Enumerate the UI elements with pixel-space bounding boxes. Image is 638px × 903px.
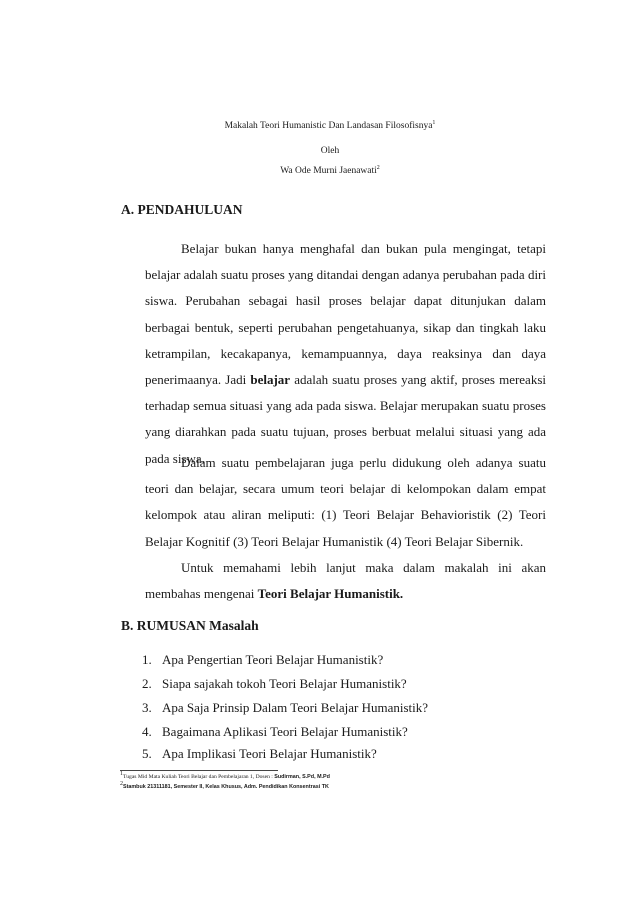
list-item-text: Bagaimana Aplikasi Teori Belajar Humanistik? bbox=[162, 724, 408, 739]
footnote-2: $^2$Stambuk 21311181, Semester II, Kelas Khusus, Adm. Pendidikan Konsentrasi TK bbox=[120, 781, 329, 790]
footnote-1-lecturer: Sudirman, S.Pd, M.Pd bbox=[274, 774, 330, 780]
paper-title bbox=[0, 121, 638, 131]
footnote-2-text: Stambuk 21311181, Semester II, Kelas Khusus, Adm. Pendidikan Konsentrasi TK bbox=[123, 784, 329, 790]
list-item bbox=[142, 746, 377, 762]
list-item-text: Apa Saja Prinsip Dalam Teori Belajar Humanistik? bbox=[162, 700, 429, 715]
paragraph-1-text-b: adalah suatu proses yang aktif, proses mereaksi terhadap semua situasi yang ada pada siswa. Belajar merupakan suatu proses yang diarahkan pada suatu tujuan, proses berbuat melalui situasi yang ada pada siswa. bbox=[145, 372, 546, 466]
footnote-1: $^1$Tugas Mid Mata Kuliah Teori Belajar dan Pembelajaran 1, Dosen : Sudirman, S.Pd, M.Pd bbox=[120, 771, 330, 780]
paragraph-3 bbox=[145, 555, 546, 607]
paragraph-1-text-a: Belajar bukan hanya menghafal dan bukan pula mengingat, tetapi belajar adalah suatu proses yang ditandai dengan adanya perubahan pada diri siswa. Perubahan sebagai hasil proses belajar dapat ditunjukan dalam berbagai bentuk, seperti perubahan pengetahuanya, sikap dan tingkah laku ketrampilan, kecakapanya, kemampuannya, daya reaksinya dan daya penerimaanya. Jadi bbox=[145, 241, 546, 388]
list-item-number: 1. bbox=[142, 652, 152, 667]
paragraph-1 bbox=[145, 236, 546, 472]
list-item bbox=[142, 652, 383, 668]
list-item-number: 5. bbox=[142, 746, 152, 761]
paragraph-3-bold: Teori Belajar Humanistik. bbox=[257, 586, 404, 602]
paragraph-2-text: Dalam suatu pembelajaran juga perlu didukung oleh adanya suatu teori dan belajar, secara umum teori belajar di kelompokan dalam empat kelompok atau aliran meliputi: (1) Teori Belajar Behavioristik (2) Teori Belajar Kognitif (3) Teori Belajar Humanistik (4) Teori Belajar Sibernik. bbox=[145, 455, 546, 549]
footnote-rule bbox=[120, 770, 278, 771]
list-item-number: 3. bbox=[142, 700, 152, 715]
list-item-text: Siapa sajakah tokoh Teori Belajar Humanistik? bbox=[162, 676, 407, 691]
footnote-ref-1: 1 bbox=[432, 119, 436, 126]
list-item bbox=[142, 700, 428, 716]
paragraph-3-text: Untuk memahami lebih lanjut maka dalam makalah ini akan membahas mengenai bbox=[145, 560, 546, 602]
list-item-number: 2. bbox=[142, 676, 152, 691]
paragraph-2 bbox=[145, 450, 546, 555]
footnote-1-text: Tugas Mid Mata Kuliah Teori Belajar dan Pembelajaran 1, Dosen : bbox=[123, 774, 275, 780]
by-text: Oleh bbox=[320, 146, 340, 156]
question-list bbox=[142, 652, 542, 764]
paper-title-text: Makalah Teori Humanistic Dan Landasan Filosofisnya bbox=[224, 121, 433, 131]
section-a-heading: A. PENDAHULUAN bbox=[121, 202, 243, 217]
list-item bbox=[142, 676, 407, 692]
list-item bbox=[142, 724, 408, 740]
author-name: Wa Ode Murni Jaenawati bbox=[280, 166, 377, 176]
paragraph-1-bold: belajar bbox=[250, 372, 291, 388]
list-item-text: Apa Pengertian Teori Belajar Humanistik? bbox=[162, 652, 384, 667]
section-b-heading: B. RUMUSAN Masalah bbox=[121, 618, 259, 633]
footnote-ref-2: 2 bbox=[376, 164, 380, 171]
list-item-text: Apa Implikasi Teori Belajar Humanistik? bbox=[162, 746, 377, 761]
paper-by bbox=[0, 146, 638, 156]
paper-author bbox=[0, 166, 638, 176]
list-item-number: 4. bbox=[142, 724, 152, 739]
